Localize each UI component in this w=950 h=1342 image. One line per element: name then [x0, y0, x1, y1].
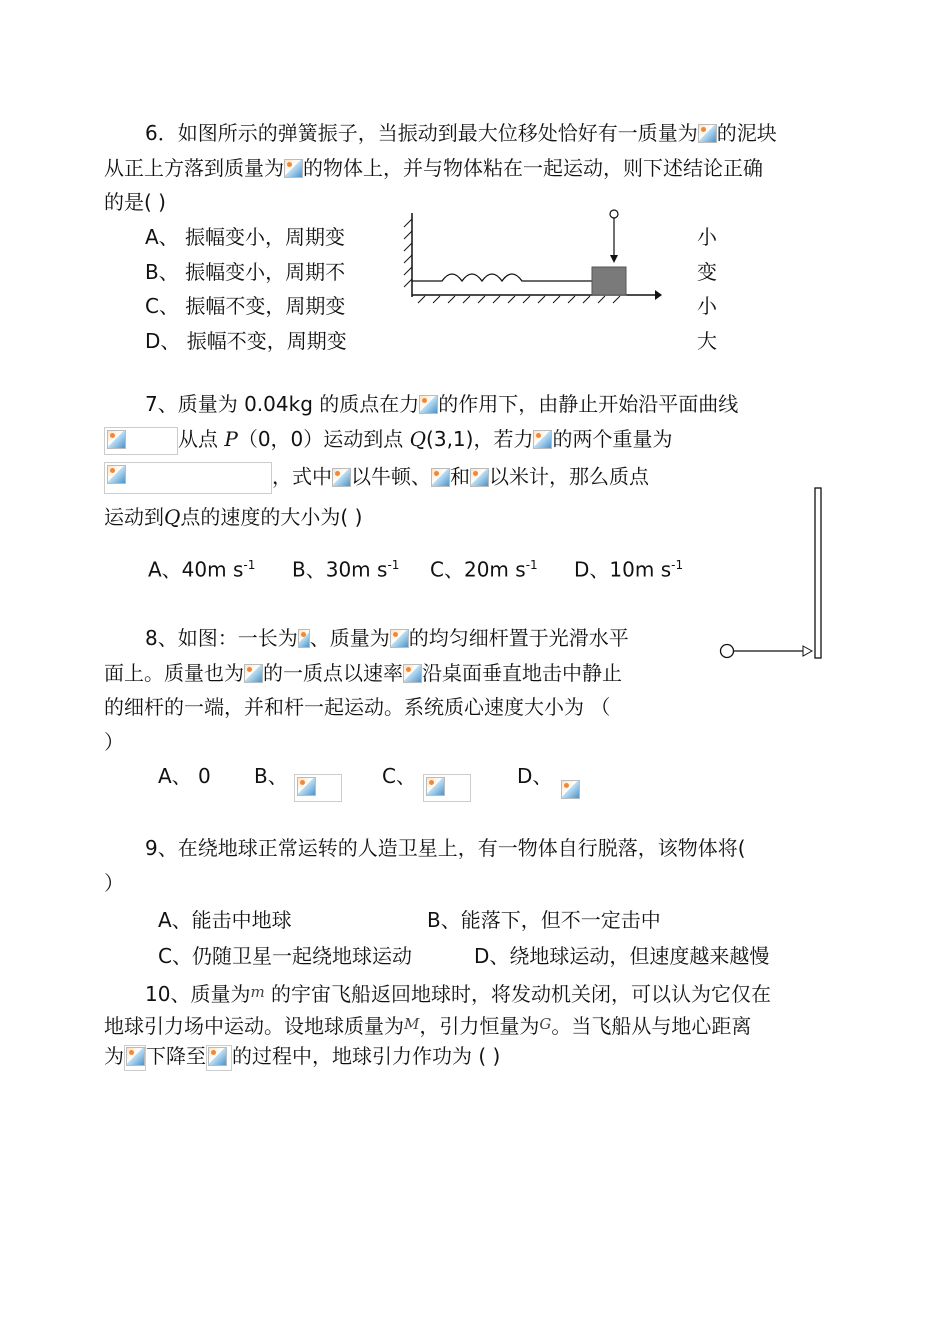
q7-option-b: B、30m $s^{-1}$: [292, 557, 400, 582]
formula-image-icon: [390, 629, 409, 648]
q8-option-b-image: [294, 774, 342, 802]
q9-line1: 9、在绕地球正常运转的人造卫星上，有一物体自行脱落，该物体将(: [145, 836, 746, 860]
q10-line2: 地球引力场中运动。设地球质量为$^M$，引力恒量为$^G$。当飞船从与地心距离: [104, 1014, 752, 1038]
q6-option-b: B、 振幅变小，周期不: [145, 260, 346, 284]
formula-image-icon: [107, 465, 126, 484]
q6-line2: 从正上方落到质量为 的物体上，并与物体粘在一起运动，则下述结论正确: [104, 156, 763, 180]
q9-option-c: C、仍随卫星一起绕地球运动: [158, 944, 412, 968]
q8-option-b: B、: [254, 764, 288, 788]
q7-option-d: D、10m $s^{-1}$: [574, 557, 684, 582]
q8-line2: 面上。质量也为 的一质点以速率 沿桌面垂直地击中静止: [104, 661, 622, 685]
q6-option-b-tail: 变: [697, 260, 717, 284]
q6-line1: 6．如图所示的弹簧振子，当振动到最大位移处恰好有一质量为 的泥块: [145, 121, 777, 145]
formula-image-icon: [298, 629, 310, 648]
q8-option-a: A、 0: [158, 764, 211, 788]
q6-option-a-tail: 小: [697, 225, 717, 249]
q9-line2: ）: [104, 871, 124, 895]
q9-option-d: D、绕地球运动，但速度越来越慢: [474, 944, 770, 968]
q9-option-a: A、能击中地球: [158, 908, 292, 932]
formula-image-icon: [284, 159, 303, 178]
q8-option-d: D、: [517, 764, 553, 788]
q7-line4: 运动到Q点的速度的大小为( ): [104, 505, 363, 529]
formula-image-icon: [533, 430, 552, 449]
formula-image-icon: [332, 468, 351, 487]
q7-line2: 从点 P（0，0）运动到点 Q(3,1)，若力 的两个重量为: [104, 425, 672, 455]
formula-image-icon: [426, 777, 445, 796]
formula-image-r2: [206, 1045, 232, 1071]
q8-line4: ）: [104, 730, 124, 754]
curve-equation-image: [104, 427, 178, 455]
q6-option-d-tail: 大: [697, 329, 717, 353]
q6-option-d: D、 振幅不变，周期变: [145, 329, 347, 353]
q10-line1: 10、质量为$^m$ 的宇宙飞船返回地球时，将发动机关闭，可以认为它仅在: [145, 982, 772, 1006]
q10-line3: 为 下降至 的过程中，地球引力作功为 ( ): [104, 1042, 500, 1071]
formula-image-icon: [419, 395, 438, 414]
formula-image-icon: [431, 468, 450, 487]
q6-line3: 的是( ): [104, 190, 166, 214]
force-components-image: [104, 462, 272, 494]
formula-image-icon: [403, 664, 422, 683]
q6-option-c: C、 振幅不变，周期变: [145, 294, 346, 318]
formula-image-icon: [470, 468, 489, 487]
q6-option-a: A、 振幅变小，周期变: [145, 225, 346, 249]
formula-image-icon: [208, 1047, 227, 1066]
q8-line1: 8、如图：一长为 、质量为 的均匀细杆置于光滑水平: [145, 626, 629, 650]
rod-particle-figure: [715, 485, 825, 665]
formula-image-icon: [244, 664, 263, 683]
formula-image-icon: [698, 124, 717, 143]
q8-line3: 的细杆的一端，并和杆一起运动。系统质心速度大小为 （: [104, 695, 611, 719]
q7-option-c: C、20m $s^{-1}$: [430, 557, 538, 582]
q7-line1: 7、质量为 0.04kg 的质点在力 的作用下，由静止开始沿平面曲线: [145, 392, 739, 416]
q7-line3: ，式中 以牛顿、 和 以米计，那么质点: [104, 462, 649, 494]
q8-option-c: C、: [382, 764, 416, 788]
formula-image-icon: [126, 1047, 145, 1066]
formula-image-r1: [124, 1045, 146, 1071]
q9-option-b: B、能落下，但不一定击中: [427, 908, 661, 932]
q6-option-c-tail: 小: [697, 294, 717, 318]
formula-image-icon: [297, 777, 316, 796]
q8-option-c-image: [423, 774, 471, 802]
formula-image-icon: [107, 430, 126, 449]
q8-option-d-image-icon: [561, 780, 580, 799]
q7-option-a: A、40m $s^{-1}$: [148, 557, 256, 582]
spring-oscillator-figure: [400, 205, 670, 310]
